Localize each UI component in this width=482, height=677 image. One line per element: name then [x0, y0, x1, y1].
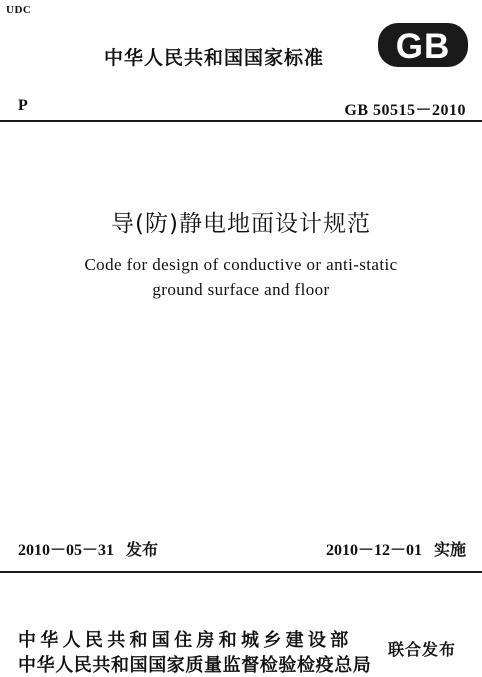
issue-label: 发布	[126, 540, 159, 559]
standard-number: GB 50515－2010	[344, 102, 466, 119]
category-code: P	[18, 97, 28, 114]
issuer-ministry-housing: 中华人民共和国住房和城乡建设部	[18, 630, 353, 651]
issuer-aqsiq: 中华人民共和国国家质量监督检验检疫总局	[18, 655, 372, 676]
gb-logo	[377, 22, 469, 68]
gb-logo-graphic	[377, 22, 469, 68]
title-chinese: 导(防)静电地面设计规范	[111, 211, 371, 237]
effective-date: 2010－12－01	[325, 542, 422, 559]
issue-date: 2010－05－31	[18, 542, 115, 559]
title-english-line2: ground surface and floor	[152, 280, 330, 299]
bottom-divider	[0, 571, 482, 573]
gb-logo-text: GB	[395, 27, 451, 66]
effective-date-block	[326, 537, 466, 560]
joint-issue-label: 联合发布	[388, 640, 457, 659]
top-divider	[0, 120, 482, 122]
title-english-line1: Code for design of conductive or anti-static	[84, 255, 398, 274]
national-standard-heading: 中华人民共和国国家标准	[104, 47, 325, 69]
issue-date-block	[18, 537, 158, 560]
udc-label: UDC	[6, 4, 32, 16]
effective-label: 实施	[433, 540, 466, 559]
